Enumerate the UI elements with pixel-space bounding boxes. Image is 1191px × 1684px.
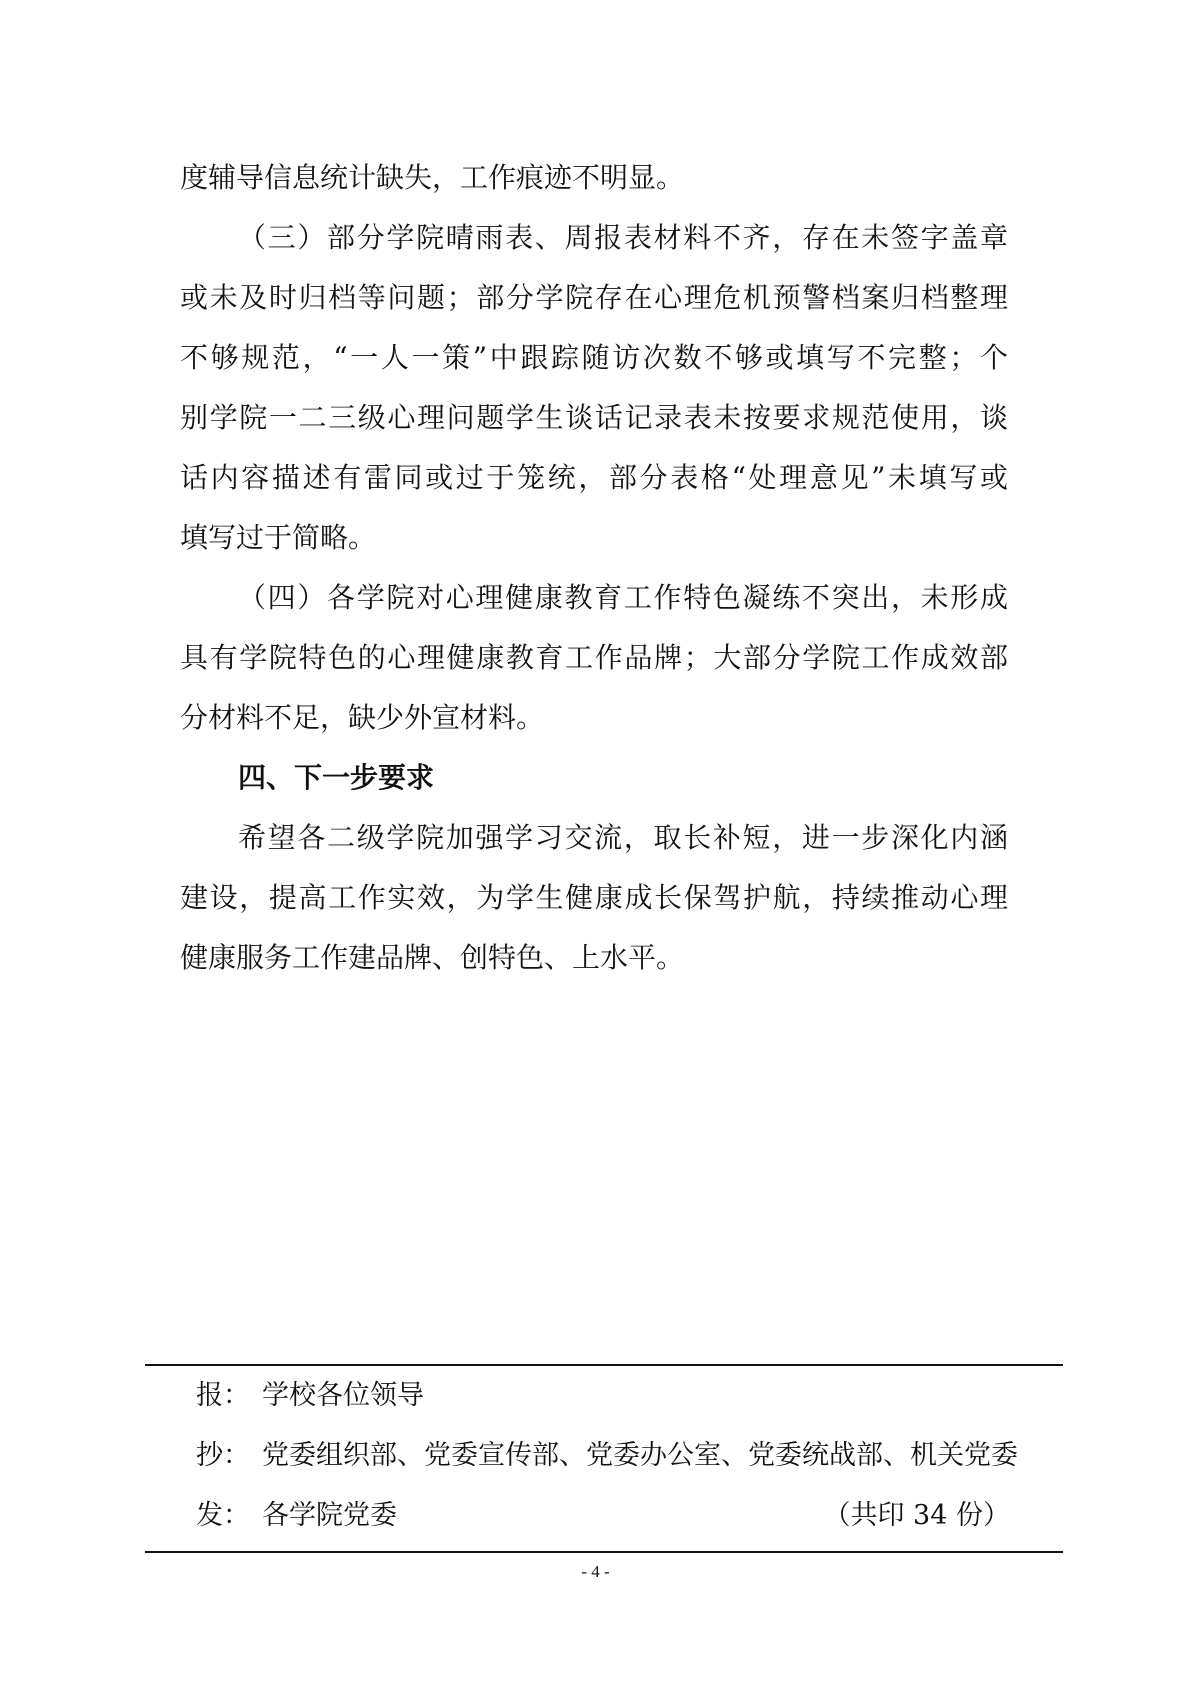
bottom-divider [145, 1551, 1063, 1553]
body-text [180, 148, 1008, 988]
report-value: 学校各位领导 [262, 1380, 424, 1411]
copies-count: （共印 34 份） [823, 1500, 1010, 1531]
send-line [196, 1486, 1062, 1546]
paragraph-line: 具有学院特色的心理健康教育工作品牌；大部分学院工作成效部 [180, 641, 1008, 674]
distribution-block [196, 1366, 1062, 1546]
send-label: 发： [196, 1500, 250, 1531]
section-heading: 四、下一步要求 [238, 761, 435, 794]
copy-line [196, 1426, 1062, 1486]
paragraph-line: 话内容描述有雷同或过于笼统，部分表格“处理意见”未填写或 [180, 461, 1008, 494]
paragraph-line: 填写过于简略。 [180, 521, 377, 554]
report-label: 报： [196, 1380, 250, 1411]
page-number: - 4 - [581, 1562, 610, 1581]
send-value: 各学院党委 [262, 1500, 397, 1531]
copy-label: 抄： [196, 1440, 250, 1471]
paragraph-line: 希望各二级学院加强学习交流，取长补短，进一步深化内涵 [238, 821, 1008, 854]
paragraph-line: （四）各学院对心理健康教育工作特色凝练不突出，未形成 [238, 581, 1008, 614]
paragraph-line: （三）部分学院晴雨表、周报表材料不齐，存在未签字盖章 [238, 221, 1008, 254]
paragraph-line: 度辅导信息统计缺失，工作痕迹不明显。 [180, 161, 685, 194]
copy-value: 党委组织部、党委宣传部、党委办公室、党委统战部、机关党委 [262, 1440, 1018, 1471]
paragraph-line: 或未及时归档等问题；部分学院存在心理危机预警档案归档整理 [180, 281, 1008, 314]
paragraph-line: 别学院一二三级心理问题学生谈话记录表未按要求规范使用，谈 [180, 401, 1008, 434]
paragraph-line: 健康服务工作建品牌、创特色、上水平。 [180, 941, 685, 974]
paragraph-line: 不够规范，“一人一策”中跟踪随访次数不够或填写不完整；个 [180, 341, 1008, 374]
report-line [196, 1366, 1062, 1426]
paragraph-line: 建设，提高工作实效，为学生健康成长保驾护航，持续推动心理 [180, 881, 1008, 914]
paragraph-line: 分材料不足，缺少外宣材料。 [180, 701, 545, 734]
